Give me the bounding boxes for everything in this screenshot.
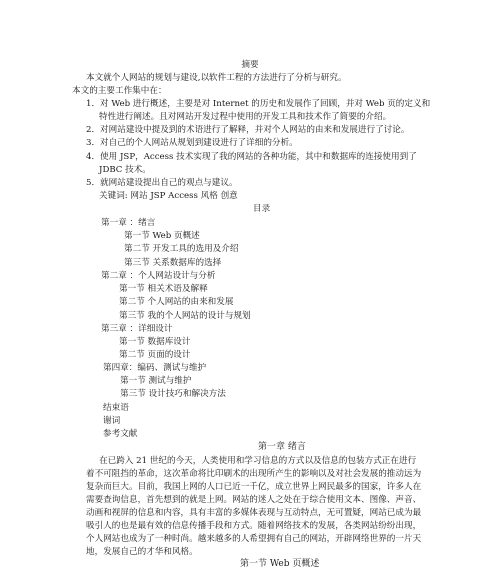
tasks-heading: 本文的主要工作集中在： [72, 86, 167, 96]
toc-entry: 第三节 我的个人网站的设计与规划 [119, 311, 251, 321]
toc-entry: 谢词 [103, 416, 121, 426]
abstract-item-5: 5．就网站建设提出自己的观点与建议。 [86, 178, 238, 188]
abstract-item-3: 3．对自己的个人网站从规划到建设进行了详细的分析。 [86, 138, 298, 148]
toc-title: 目录 [253, 204, 271, 214]
body-line: 动画和视屏的信息和内容，具有丰富的多媒体表现与互动特点，无可置疑，网站已成为最 [86, 508, 422, 518]
toc-entry: 第四章：编码、测试与维护 [103, 363, 207, 373]
body-line: 个人网站也成为了一种时尚。越来越多的人希望拥有自己的网站，开辟网络世界的一片天 [86, 534, 422, 544]
abstract-item-2: 2．对网站建设中提及到的术语进行了解释，并对个人网站的由来和发展进行了讨论。 [86, 125, 410, 135]
toc-entry: 第一节 数据库设计 [119, 337, 191, 347]
body-line: 着不可阻挡的革命，这次革命将比印刷术的出现所产生的影响以及对社会发展的推动远为 [86, 469, 422, 479]
toc-entry: 第一节 测试与维护 [120, 376, 192, 386]
section-heading: 第一节 Web 页概述 [240, 559, 320, 569]
toc-entry: 第三节 设计技巧和解决方法 [120, 389, 226, 399]
abstract-item-1a: 1．对 Web 进行概述，主要是对 Internet 的历史和发展作了回顾，并对 Web 页的定义和 [86, 99, 431, 109]
toc-entry: 第三章 ：详细设计 [101, 324, 173, 334]
toc-entry: 第一节 Web 页概述 [124, 231, 200, 241]
toc-entry: 第一章 ：绪言 [101, 218, 156, 228]
toc-entry: 第二章 ：个人网站设计与分析 [101, 271, 216, 281]
toc-entry: 结束语 [103, 403, 129, 413]
toc-entry: 第一节 相关术语及解释 [119, 284, 208, 294]
toc-entry: 第二节 个人网站的由来和发展 [119, 297, 234, 307]
toc-entry: 第二节 页面的设计 [119, 350, 191, 360]
abstract-item-4b: JDBC 技术。 [99, 165, 151, 175]
chapter-title: 第一章 绪言 [258, 442, 306, 452]
abstract-title: 摘要 [241, 60, 259, 70]
body-line: 吸引人的也是最有效的信息传播手段和方式。随着网络技术的发展，各类网站纷纷出现， [86, 521, 422, 531]
abstract-item-1b: 特性进行阐述。且对网站开发过程中使用的开发工具和技术作了简要的介绍。 [99, 112, 392, 122]
abstract-intro: 本文就个人网站的规划与建设,以软件工程的方法进行了分析与研究。 [86, 73, 347, 83]
body-line: 需要查询信息，首先想到的就是上网。网站的迷人之处在于综合使用文本、图像、声音、 [86, 495, 422, 505]
toc-entry: 参考文献 [103, 429, 138, 439]
abstract-item-4a: 4．使用 JSP，Access 技术实现了我的网站的各种功能，其中和数据库的连接使用到了 [86, 152, 417, 162]
body-line: 地，发展自己的才华和风格。 [86, 547, 198, 557]
toc-entry: 第二节 开发工具的选用及介绍 [124, 244, 239, 254]
toc-entry: 第三节 关系数据库的选择 [124, 258, 222, 268]
body-line: 在已跨入 21 世纪的今天，人类使用和学习信息的方式以及信息的包装方式正在进行 [99, 456, 417, 466]
keywords-line: 关键词: 网站 JSP Access 风格 创意 [99, 191, 238, 201]
body-line: 复杂而巨大。目前，我国上网的人口已近一千亿，成立世界上网民最多的国家，许多人在 [86, 482, 422, 492]
